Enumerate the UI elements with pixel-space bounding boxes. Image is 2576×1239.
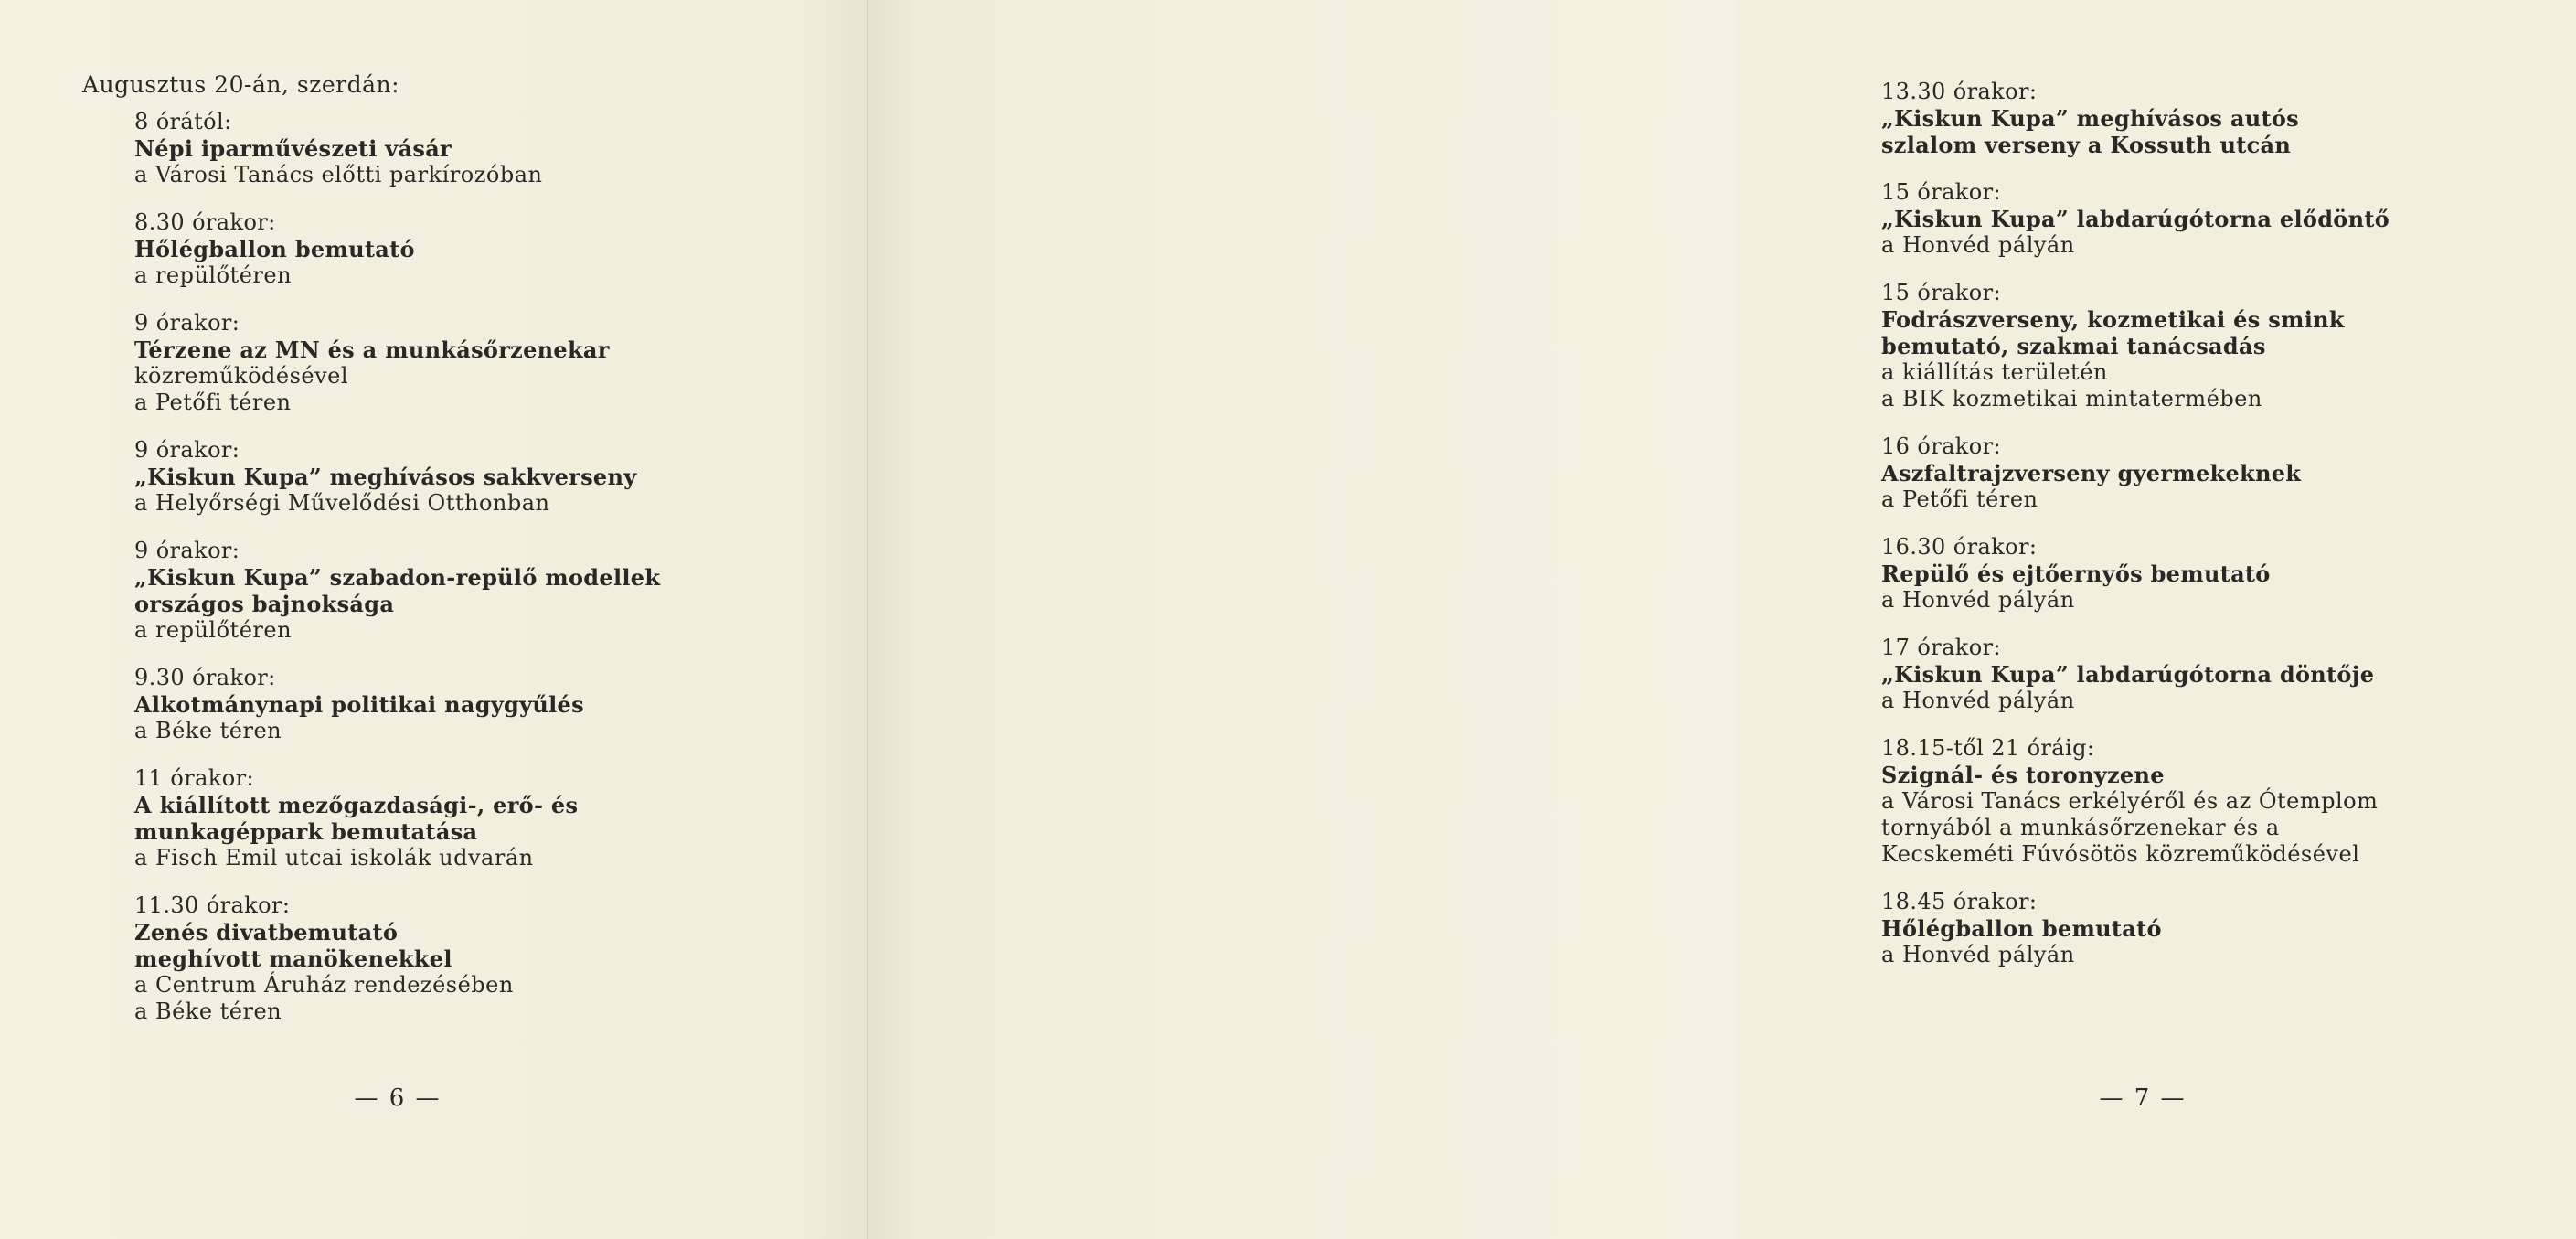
event-location-line: a kiállítás területén [1881,359,2108,385]
event-location-line: a Honvéd pályán [1881,942,2075,967]
event-location-line: a Béke téren [134,718,282,743]
event-location-line: a Honvéd pályán [1881,587,2075,613]
event-location-line: a Centrum Áruház rendezésében [134,972,514,998]
event-entry [134,892,777,1025]
event-location-line: a repülőtéren [134,262,293,288]
event-title-line: munkagéppark bemutatása [134,818,478,845]
event-time: 17 órakor: [1881,635,2001,660]
event-entry [1881,179,2576,259]
event-time: 13.30 órakor: [1881,79,2038,104]
event-title-line: Hőlégballon bemutató [1881,915,2162,942]
event-time: 9 órakor: [134,538,240,563]
page-number-left: — 6 — [354,1084,442,1112]
event-title-line: Szignál- és toronyzene [1881,762,2165,788]
right-content [1881,79,2576,989]
event-location-line: a Fisch Emil utcai iskolák udvarán [134,845,534,871]
event-title-line: Alkotmánynapi politikai nagygyűlés [134,691,584,718]
event-entry [134,310,777,416]
event-title-line: „Kiskun Kupa” labdarúgótorna elődöntő [1881,206,2390,232]
event-time: 9 órakor: [134,437,240,463]
event-location-line: tornyából a munkásőrzenekar és a [1881,815,2280,840]
event-time: 18.45 órakor: [1881,889,2038,914]
event-title-line: A kiállított mezőgazdasági-, erő- és [134,792,579,818]
event-location-line: a Városi Tanács erkélyéről és az Ótemplom [1881,788,2379,814]
event-entry [1881,889,2576,968]
event-title-line: Népi iparművészeti vásár [134,135,452,162]
event-entry [134,665,777,744]
left-event-list [82,109,777,1025]
event-entry [134,765,777,871]
event-entry [134,109,777,188]
page-number-right: — 7 — [2099,1084,2187,1112]
event-title-line: Térzene az MN és a munkásőrzenekar [134,336,610,363]
event-location-line: a repülőtéren [134,617,293,643]
event-entry [1881,79,2576,158]
left-content [82,71,777,1046]
right-event-list [1881,79,2576,968]
event-title-line: szlalom verseny a Kossuth utcán [1881,132,2292,158]
event-title-line: Hőlégballon bemutató [134,236,415,262]
event-time: 9 órakor: [134,310,240,336]
event-location-line: Kecskeméti Fúvósötös közreműködésével [1881,841,2360,867]
event-location-line: a Béke téren [134,999,282,1024]
event-title-line: Repülő és ejtőernyős bemutató [1881,561,2271,587]
page-right [868,0,2390,1239]
event-time: 11 órakor: [134,765,254,791]
event-time: 15 órakor: [1881,179,2001,205]
event-entry [1881,280,2576,412]
page-left [0,0,868,1239]
event-time: 11.30 órakor: [134,892,291,918]
day-heading: Augusztus 20-án, szerdán: [82,71,400,98]
event-entry [1881,433,2576,513]
event-location-line: a Honvéd pályán [1881,688,2075,713]
event-title-line: Zenés divatbemutató [134,919,399,945]
event-location-line: közreműködésével [134,363,349,389]
event-location-line: a Helyőrségi Művelődési Otthonban [134,490,550,516]
event-title-line: országos bajnoksága [134,591,395,617]
event-entry [134,538,777,644]
event-title-line: „Kiskun Kupa” szabadon-repülő modellek [134,564,661,591]
event-location-line: a Petőfi téren [1881,486,2038,512]
event-title-line: Aszfaltrajzverseny gyermekeknek [1881,460,2302,486]
event-title-line: Fodrászverseny, kozmetikai és smink [1881,306,2345,333]
event-title-line: „Kiskun Kupa” labdarúgótorna döntője [1881,661,2375,688]
event-location-line: a Petőfi téren [134,390,292,415]
event-time: 8.30 órakor: [134,209,276,235]
event-location-line: a BIK kozmetikai mintatermében [1881,386,2262,411]
event-entry [134,437,777,517]
event-time: 9.30 órakor: [134,665,276,690]
event-title-line: „Kiskun Kupa” meghívásos autós [1881,105,2299,132]
event-title-line: „Kiskun Kupa” meghívásos sakkverseny [134,464,637,490]
event-time: 15 órakor: [1881,280,2001,305]
event-entry [1881,534,2576,614]
event-time: 16 órakor: [1881,433,2001,459]
event-entry [134,209,777,289]
event-title-line: meghívott manökenekkel [134,945,452,972]
event-location-line: a Városi Tanács előtti parkírozóban [134,162,543,187]
event-entry [1881,635,2576,714]
event-title-line: bemutató, szakmai tanácsadás [1881,333,2266,359]
event-location-line: a Honvéd pályán [1881,232,2075,258]
event-entry [1881,735,2576,868]
event-time: 16.30 órakor: [1881,534,2038,560]
event-time: 8 órától: [134,109,232,134]
event-time: 18.15-től 21 óráig: [1881,735,2095,761]
